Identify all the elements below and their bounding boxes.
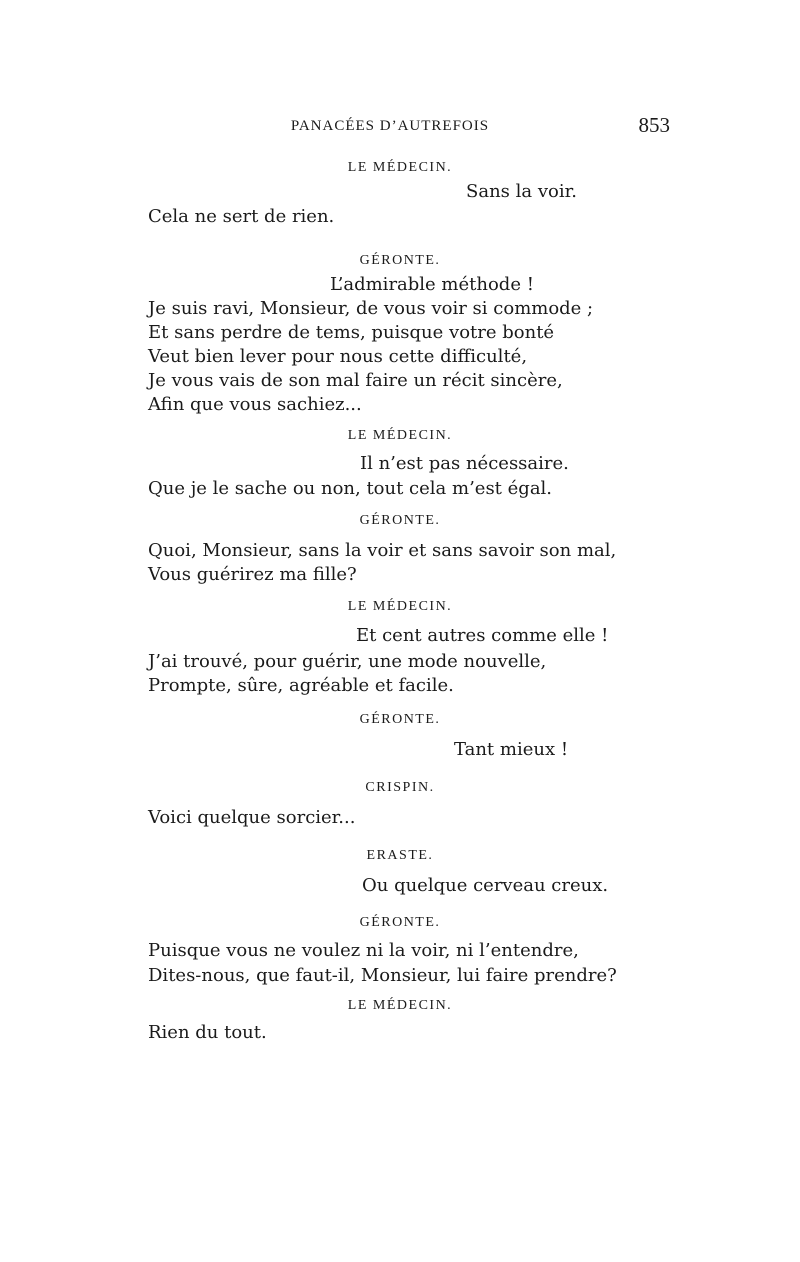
speaker-name: LE MÉDECIN. [347,599,453,614]
speaker-name: LE MÉDECIN. [347,428,453,443]
speaker-name: GÉRONTE. [359,513,441,528]
verse-line: Je vous vais de son mal faire un récit sincère, [148,370,563,391]
verse-line: Sans la voir. [466,181,577,202]
verse-line: L’admirable méthode ! [330,274,534,295]
speaker-name: LE MÉDECIN. [347,160,453,175]
speaker-name: ERASTE. [366,848,434,863]
page-number: 853 [638,113,670,137]
verse-line: Afin que vous sachiez... [148,394,362,415]
verse-line: Il n’est pas nécessaire. [360,453,569,474]
verse-line: Rien du tout. [148,1022,267,1043]
verse-line: Je suis ravi, Monsieur, de vous voir si commode ; [148,298,594,319]
verse-line: Puisque vous ne voulez ni la voir, ni l’entendre, [148,940,579,961]
verse-line: Et sans perdre de tems, puisque votre bonté [148,322,555,343]
speaker-name: GÉRONTE. [359,253,441,268]
verse-line: Et cent autres comme elle ! [356,625,609,646]
speaker-name: GÉRONTE. [359,712,441,727]
verse-line: Cela ne sert de rien. [148,206,335,227]
running-title: PANACÉES D’AUTREFOIS [290,118,490,134]
verse-line: Dites-nous, que faut-il, Monsieur, lui faire prendre? [148,965,617,986]
verse-line: Vous guérirez ma fille? [148,564,357,585]
verse-line: Veut bien lever pour nous cette difficulté, [148,346,528,367]
speaker-name: CRISPIN. [365,780,435,795]
speaker-name: GÉRONTE. [359,915,441,930]
verse-line: Tant mieux ! [454,739,569,760]
verse-line: Quoi, Monsieur, sans la voir et sans savoir son mal, [148,540,617,561]
verse-line: Prompte, sûre, agréable et facile. [148,675,454,696]
verse-line: Voici quelque sorcier... [148,807,356,828]
verse-line: Que je le sache ou non, tout cela m’est égal. [148,478,553,499]
verse-line: J’ai trouvé, pour guérir, une mode nouvelle, [148,651,547,672]
speaker-name: LE MÉDECIN. [347,998,453,1013]
verse-line: Ou quelque cerveau creux. [362,875,609,896]
